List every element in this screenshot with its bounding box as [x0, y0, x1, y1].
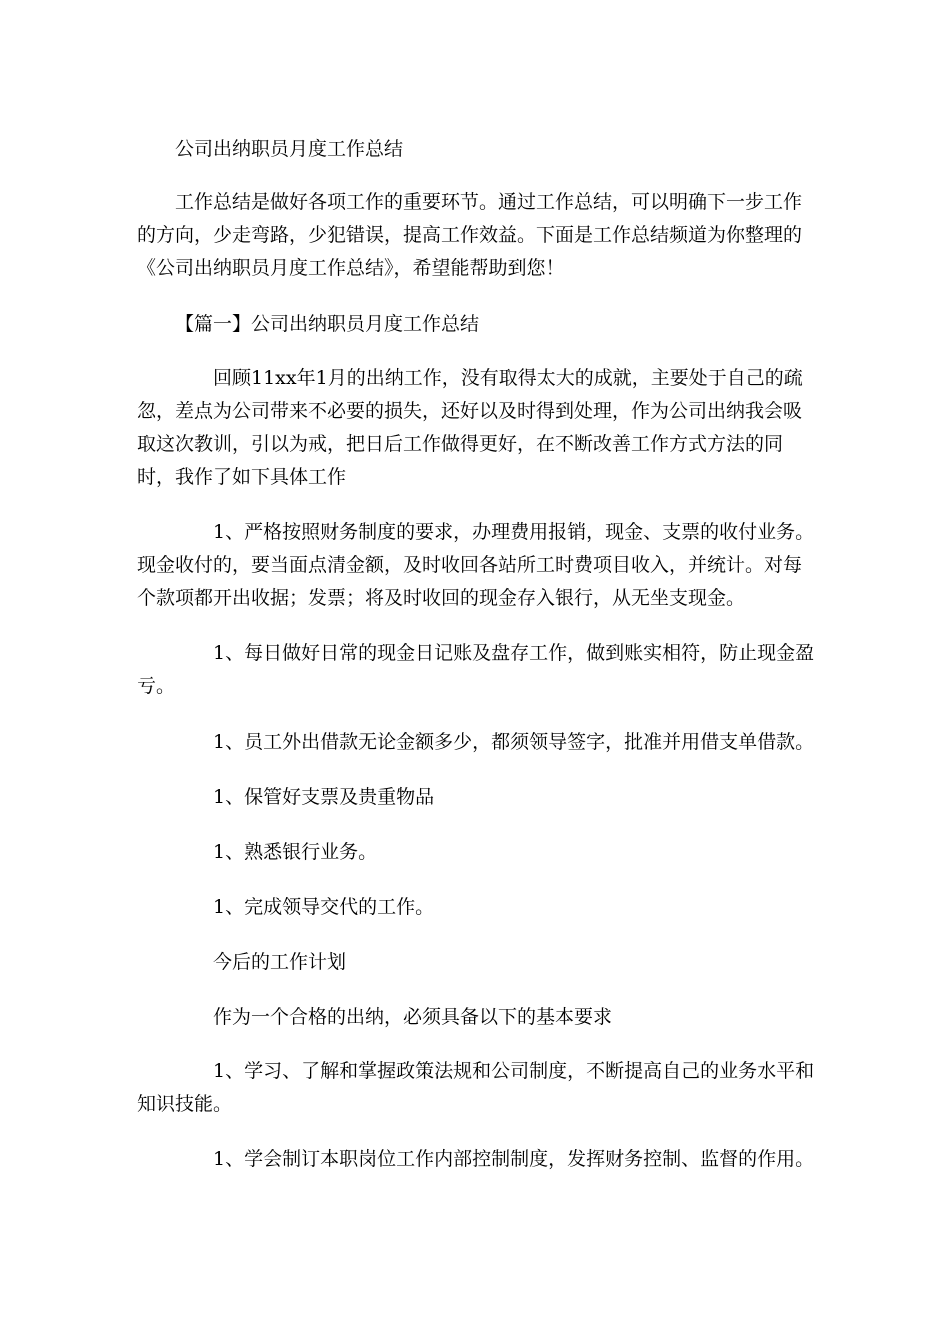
- paragraph-item: 1、保管好支票及贵重物品: [213, 786, 435, 808]
- paragraph-requirements: 作为一个合格的出纳，必须具备以下的基本要求: [213, 1006, 613, 1028]
- subheading-plan: 今后的工作计划: [213, 951, 347, 973]
- paragraph-item: 1、学习、了解和掌握政策法规和公司制度，不断提高自己的业务水平和知识技能。: [137, 1060, 815, 1115]
- paragraph-item: 1、完成领导交代的工作。: [213, 896, 435, 918]
- document-title: 公司出纳职员月度工作总结: [175, 138, 404, 160]
- paragraph-item: 1、学会制订本职岗位工作内部控制制度，发挥财务控制、监督的作用。: [213, 1148, 815, 1170]
- paragraph-item: 1、熟悉银行业务。: [213, 841, 378, 863]
- paragraph-review: 回顾11xx年1月的出纳工作，没有取得太大的成就，主要处于自己的疏忽，差点为公司带来不必要的损失，还好以及时得到处理，作为公司出纳我会吸取这次教训，引以为戒，把日后工作做得更好，在不断改善工作方式方法的同时，我作了如下具体工作: [137, 367, 803, 488]
- section-heading: 【篇一】公司出纳职员月度工作总结: [175, 313, 480, 335]
- paragraph-item: 1、严格按照财务制度的要求，办理费用报销，现金、支票的收付业务。现金收付的，要当面点清金额，及时收回各站所工时费项目收入，并统计。对每个款项都开出收据；发票；将及时收回的现金存入银行，从无坐支现金。: [137, 521, 815, 609]
- paragraph-item: 1、员工外出借款无论金额多少，都须领导签字，批准并用借支单借款。: [213, 731, 815, 753]
- intro-paragraph: 工作总结是做好各项工作的重要环节。通过工作总结，可以明确下一步工作的方向，少走弯路，少犯错误，提高工作效益。下面是工作总结频道为你整理的《公司出纳职员月度工作总结》，希望能帮助到您！: [137, 191, 803, 279]
- paragraph-item: 1、每日做好日常的现金日记账及盘存工作，做到账实相符，防止现金盈亏。: [137, 642, 815, 697]
